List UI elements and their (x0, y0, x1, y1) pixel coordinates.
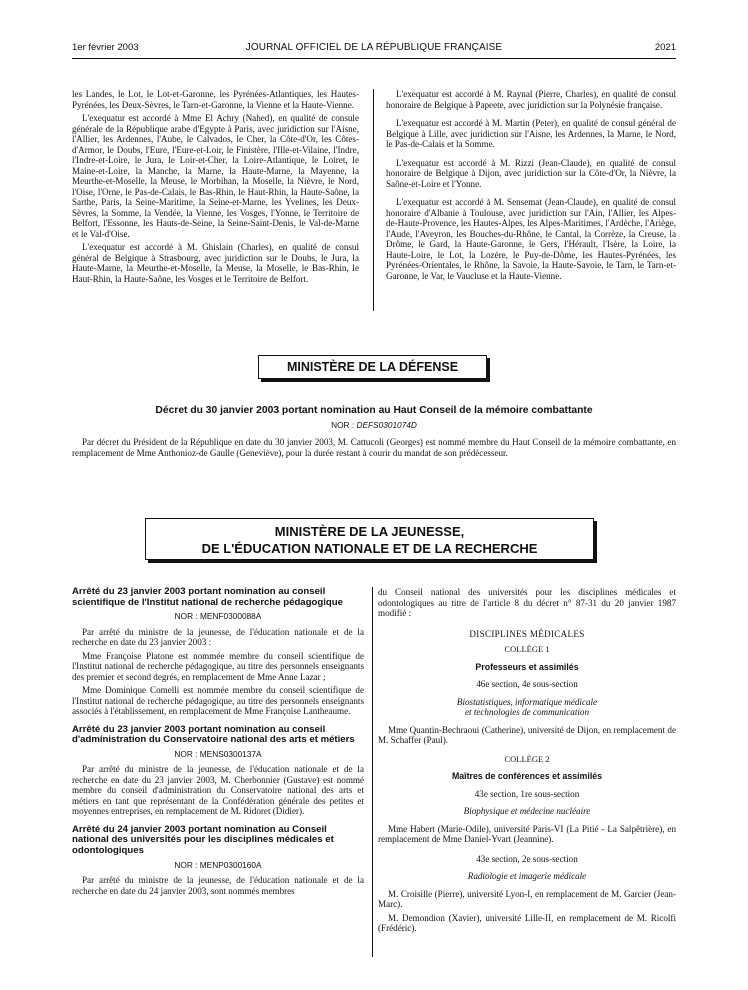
paragraph: Par arrêté du ministre de la jeunesse, de l'éducation nationale et de la recherche en date du 23 janvier 2003 : (72, 626, 364, 648)
decree-title: Décret du 30 janvier 2003 portant nomination au Haut Conseil de la mémoire combattante (155, 405, 593, 416)
nor-label: NOR : (331, 420, 355, 430)
arrete-nor: NOR : MENF0300088A (174, 611, 262, 622)
column-divider (372, 587, 373, 957)
section-number: 43e section, 2e sous-section (476, 853, 578, 864)
paragraph: Par arrêté du ministre de la jeunesse, de l'éducation nationale et de la recherche en date du 24 janvier 2003, sont nommés membres (72, 875, 364, 896)
section-heading: DISCIPLINES MÉDICALES (469, 628, 585, 639)
college-heading: COLLÈGE 2 (504, 753, 550, 764)
discipline-name: et technologies de communication (465, 707, 589, 717)
paragraph: Mme Quantin-Bechraoui (Catherine), université de Dijon, en remplacement de M. Schaffer (Paul). (378, 724, 676, 745)
bottom-right-column (378, 587, 676, 934)
decree-nor (72, 420, 676, 430)
arrete-title: Arrêté du 23 janvier 2003 portant nomination au conseil d'administration du Conservatoire national des arts et métiers (72, 723, 355, 746)
discipline-name: Radiologie et imagerie médicale (467, 871, 587, 881)
arrete-title: Arrêté du 24 janvier 2003 portant nomination au Conseil national des universités pour les disciplines médicales et odontologiques (72, 823, 334, 857)
paragraph: les Landes, le Lot, le Lot-et-Garonne, les Pyrénées-Atlantiques, les Hautes-Pyrénées, les Deux-Sèvres, le Tarn-et-Garonne, la Vienne et la Haute-Vienne. (72, 89, 359, 110)
header-journal-title: JOURNAL OFFICIEL DE LA RÉPUBLIQUE FRANÇAISE (245, 42, 503, 53)
nor-code: DEFS0301074D (356, 420, 417, 430)
paragraph: du Conseil national des universités pour les disciplines médicales et odontologiques au titre de l'article 8 du décret n° 87-31 du 20 janvier 1987 modifié : (378, 587, 676, 618)
top-right-column (386, 89, 676, 281)
ministry-defense-label: MINISTÈRE DE LA DÉFENSE (286, 360, 459, 374)
grade-heading: Professeurs et assimilés (475, 661, 579, 672)
paragraph: Par arrêté du ministre de la jeunesse, de l'éducation nationale et de la recherche en date du 23 janvier 2003, M. Cherbonnier (Gustave) est nommé membre du conseil d'administration du Conservatoire national des arts et métiers en tant que représentant de la Confédération générale des petites et moyennes entreprises, en remplacement de M. Ridoret (Didier). (72, 764, 364, 817)
paragraph: L'exequatur est accordé à Mme El Achry (Nahed), en qualité de consule générale de la République arabe d'Egypte à Paris, avec juridiction sur l'Aisne, l'Allier, les Ardennes, l'Aube, le Calvados, le Cher, la Côte-d'Or, les Côtes-d'Armor, le Doubs, l'Eure, l'Eure-et-Loir, le Finistère, l'Ille-et-Vilaine, l'Indre, l'Indre-et-Loire, le Jura, le Loir-et-Cher, la Loire-Atlantique, le Loiret, le Maine-et-Loire, la Manche, la Marne, la Haute-Marne, la Mayenne, la Meurthe-et-Moselle, la Meuse, le Morbihan, la Moselle, la Nièvre, le Nord, l'Oise, l'Orne, le Pas-de-Calais, le Bas-Rhin, le Haut-Rhin, la Haute-Saône, la Sarthe, Paris, la Seine-Maritime, la Seine-et-Marne, les Yvelines, les Deux-Sèvres, la Somme, la Vendée, la Vienne, les Vosges, l'Yonne, le Territoire de Belfort, l'Essonne, les Hauts-de-Seine, la Seine-Saint-Denis, le Val-de-Marne et le Val-d'Oise. (72, 113, 359, 239)
bottom-left-column (72, 587, 364, 896)
section-number: 46e section, 4e sous-section (476, 679, 578, 689)
paragraph: M. Demondion (Xavier), université Lille-II, en remplacement de M. Ricolfi (Frédéric). (378, 912, 676, 933)
paragraph: L'exequatur est accordé à M. Martin (Peter), en qualité de consul général de Belgique à Lille, avec juridiction sur l'Aisne, les Ardennes, la Marne, le Nord, le Pas-de-Calais et la Somme. (386, 118, 676, 149)
header-date: 1er février 2003 (72, 42, 139, 53)
header-rule (72, 58, 676, 59)
header-page-number: 2021 (654, 42, 676, 53)
paragraph: M. Croisille (Pierre), université Lyon-I, en remplacement de M. Garcier (Jean-Marc). (378, 888, 676, 909)
decree-body (72, 437, 676, 458)
paragraph: L'exequatur est accordé à M. Ghislain (Charles), en qualité de consul général de Belgique à Strasbourg, avec juridiction sur le Doubs, le Jura, la Haute-Marne, la Meurthe-et-Moselle, la Meuse, la Moselle, le Bas-Rhin, le Haut-Rhin, la Haute-Saône, les Vosges et le Territoire de Belfort. (72, 242, 359, 284)
paragraph: Mme Dominique Comelli est nommée membre du conseil scientifique de l'Institut national de recherche pédagogique, au titre des personnels enseignants associés à l'établissement, en remplacement de Mme Françoise Lantheaume. (72, 685, 364, 717)
grade-heading: Maîtres de conférences et assimilés (451, 771, 603, 781)
discipline-name: Biostatistiques, informatique médicale (456, 696, 598, 707)
paragraph: L'exequatur est accordé à M. Sensemat (Jean-Claude), en qualité de consul honoraire d'Albanie à Toulouse, avec juridiction sur l'Ain, l'Allier, les Alpes-de-Haute-Provence, les Hautes-Alpes, les Alpes-Maritimes, l'Ardèche, l'Ariège, l'Aude, l'Aveyron, les Bouches-du-Rhône, le Cantal, la Corrèze, la Creuse, la Drôme, le Gard, la Haute-Garonne, le Gers, l'Hérault, l'Isère, la Loire, la Haute-Loire, le Lot, la Lozère, le Puy-de-Dôme, les Hautes-Pyrénées, les Pyrénées-Orientales, le Rhône, la Savoie, la Haute-Savoie, le Tarn, le Tarn-et-Garonne, le Var, le Vaucluse et la Haute-Vienne. (386, 197, 676, 281)
paragraph: Mme Françoise Platone est nommée membre du conseil scientifique de l'Institut national de recherche pédagogique, au titre des personnels enseignants des premier et second degrés, en remplacement de Mme Anne Lazar ; (72, 650, 364, 682)
ministry-defense-heading (258, 355, 487, 379)
top-left-column (72, 89, 359, 284)
arrete-nor: NOR : MENP0300160A (174, 859, 262, 870)
paragraph: L'exequatur est accordé à M. Rizzi (Jean-Claude), en qualité de consul honoraire de Belgique à Dijon, avec juridiction sur la Côte-d'Or, la Nièvre, la Saône-et-Loire et l'Yonne. (386, 157, 676, 189)
page-header (72, 42, 676, 56)
discipline-name: Biophysique et médecine nucléaire (463, 806, 591, 816)
arrete-title: Arrêté du 23 janvier 2003 portant nomination au conseil scientifique de l'Institut national de recherche pédagogique (72, 586, 343, 608)
column-divider (373, 89, 374, 311)
ministry-jeunesse-heading (145, 518, 594, 560)
arrete-nor: NOR : MENS0300137A (174, 748, 262, 759)
college-heading: COLLÈGE 1 (504, 644, 550, 654)
paragraph: Mme Habert (Marie-Odile), université Paris-VI (La Pitié - La Salpêtrière), en remplacement de Mme Daniel-Yvart (Jeannine). (378, 823, 676, 844)
paragraph: Par décret du Président de la République en date du 30 janvier 2003, M. Cattucoli (Georges) est nommé membre du Haut Conseil de la mémoire combattante, en remplacement de Mme Anthonioz-de Gaulle (Geneviève), pour la durée restant à courir du mandat de son prédécesseur. (72, 437, 676, 458)
paragraph: L'exequatur est accordé à M. Raynal (Pierre, Charles), en qualité de consul honoraire de Belgique à Papeete, avec juridiction sur la Polynésie française. (386, 89, 676, 110)
ministry-jeunesse-line1: MINISTÈRE DE LA JEUNESSE, (274, 524, 465, 539)
ministry-jeunesse-line2: DE L'ÉDUCATION NATIONALE ET DE LA RECHERCHE (201, 541, 538, 556)
section-number: 43e section, 1re sous-section (474, 788, 580, 799)
